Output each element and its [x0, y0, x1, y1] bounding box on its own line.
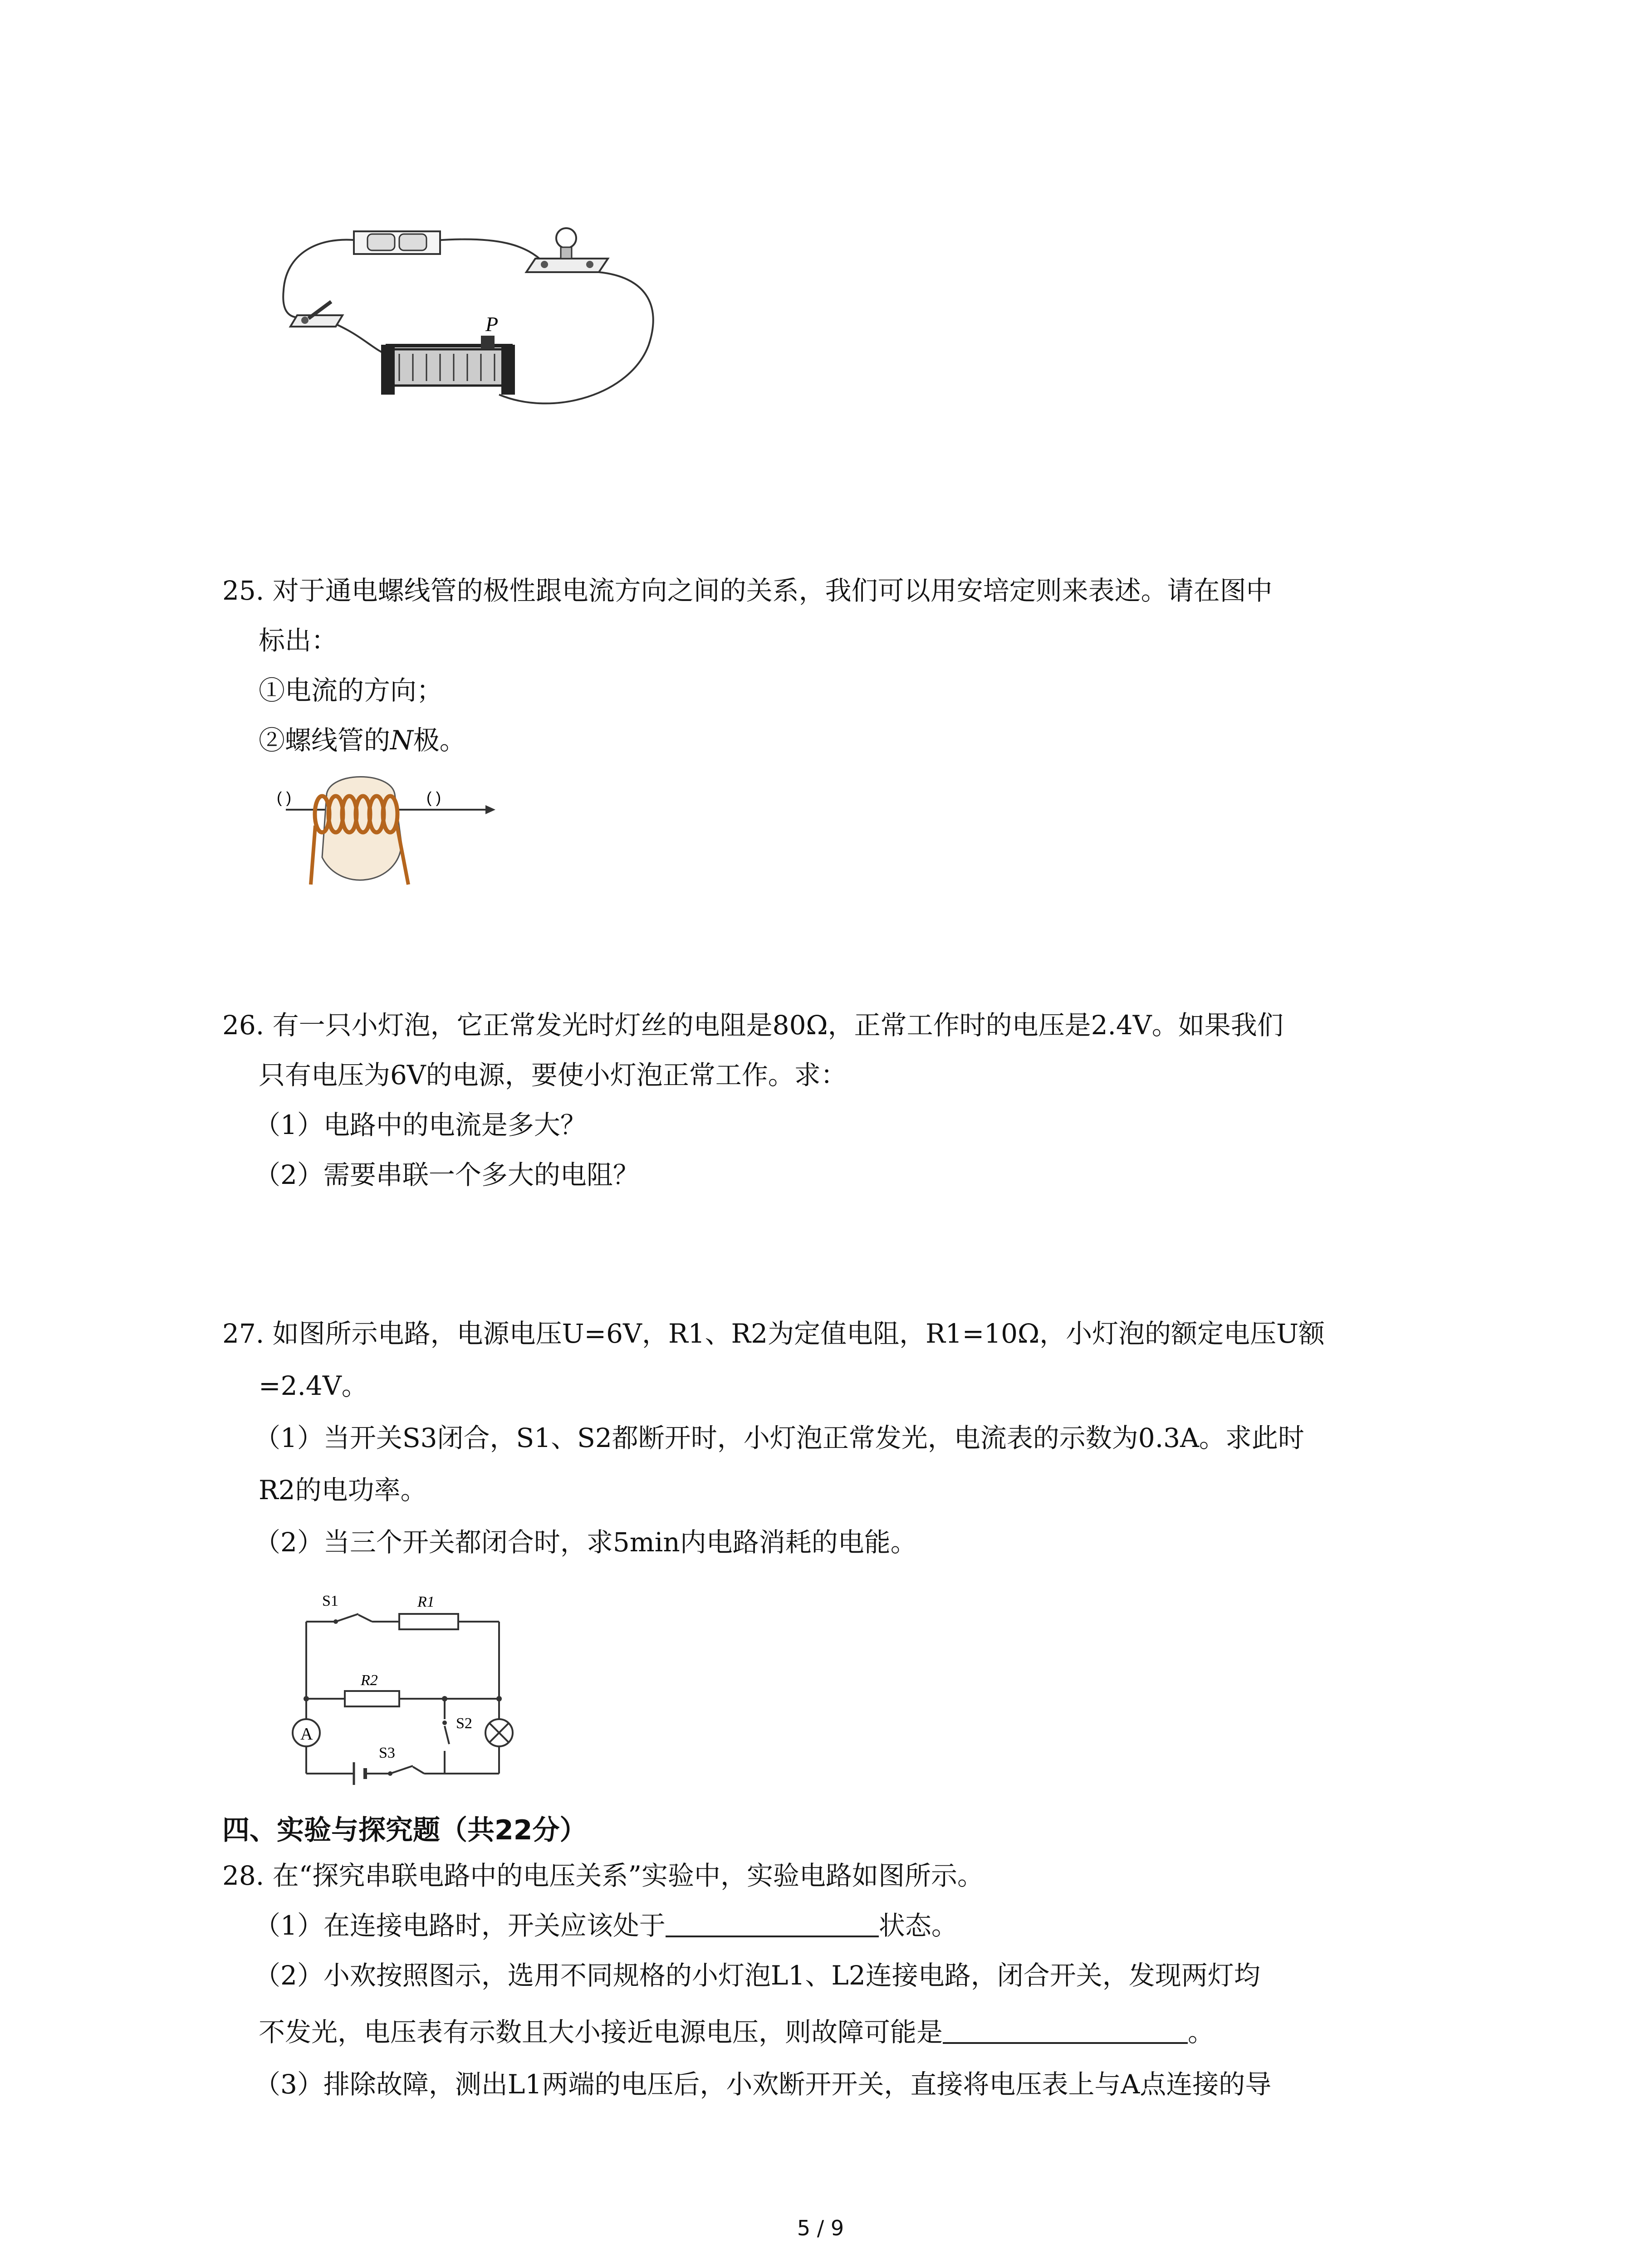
q27-sub2: （2）当三个开关都闭合时，求5min内电路消耗的电能。	[254, 1527, 917, 1558]
q26-sub1: （1）电路中的电流是多大？	[254, 1110, 587, 1140]
q26-sub2: （2）需要串联一个多大的电阻？	[254, 1159, 639, 1190]
battery-icon	[354, 231, 440, 254]
label-s3: S3	[379, 1745, 395, 1761]
q28-sub1: （1）在连接电路时，开关应该处于 状态。	[254, 1910, 958, 1941]
q27-line1: 27. 如图所示电路，电源电压U=6V，R1、R2为定值电阻，R1=10Ω，小灯泡的额定电压U额	[222, 1318, 1325, 1349]
q27-line2: =2.4V。	[259, 1370, 368, 1401]
q26-line2: 只有电压为6V的电源，要使小灯泡正常工作。求：	[259, 1060, 847, 1090]
page-number: 5 / 9	[797, 2216, 844, 2240]
lamp-icon	[526, 228, 608, 272]
q27-sub1b: R2的电功率。	[259, 1475, 427, 1505]
resistor-r2-icon	[345, 1691, 399, 1706]
q28-line1: 28. 在“探究串联电路中的电压关系”实验中，实验电路如图所示。	[222, 1860, 984, 1891]
label-r2: R2	[361, 1672, 378, 1689]
q26-line1: 26. 有一只小灯泡，它正常发光时灯丝的电阻是80Ω，正常工作时的电压是2.4V。如果我们	[222, 1010, 1283, 1041]
resistor-r1-icon	[399, 1614, 458, 1629]
q25-item2: ②螺线管的N极。	[259, 725, 466, 756]
answer-blank-1[interactable]	[666, 1910, 879, 1937]
ammeter-label: A	[300, 1725, 313, 1744]
bracket-right: ( )	[426, 789, 441, 807]
slider-label-p: P	[485, 313, 499, 336]
hand-icon	[322, 777, 402, 880]
label-s2: S2	[456, 1715, 472, 1732]
label-s1: S1	[322, 1593, 338, 1609]
answer-blank-2[interactable]	[943, 2017, 1188, 2044]
solenoid-hand-figure	[272, 767, 499, 912]
q28-sub2a: （2）小欢按照图示，选用不同规格的小灯泡L1、L2连接电路，闭合开关，发现两灯均	[254, 1960, 1260, 1991]
lamp-symbol-icon	[485, 1719, 513, 1746]
switch-icon	[290, 302, 343, 327]
bracket-left: ( )	[277, 789, 292, 807]
arrow-right-icon	[485, 805, 495, 814]
q28-sub2b: 不发光，电压表有示数且大小接近电源电压，则故障可能是 。	[259, 2017, 1215, 2048]
q27-sub1a: （1）当开关S3闭合，S1、S2都断开时，小灯泡正常发光，电流表的示数为0.3A。求此时	[254, 1422, 1304, 1453]
circuit-diagram-q27	[268, 1579, 540, 1792]
label-r1: R1	[417, 1593, 435, 1610]
section-heading: 四、实验与探究题（共22分）	[222, 1814, 587, 1846]
rheostat-icon	[381, 336, 515, 395]
q25-line2: 标出：	[259, 625, 338, 656]
circuit-figure-rheostat	[272, 200, 681, 454]
battery-symbol-icon	[354, 1762, 365, 1785]
q25-line1: 25. 对于通电螺线管的极性跟电流方向之间的关系，我们可以用安培定则来表述。请在图中	[222, 575, 1273, 606]
q28-sub3: （3）排除故障，测出L1两端的电压后，小欢断开开关，直接将电压表上与A点连接的导	[254, 2069, 1272, 2100]
q25-item1: ①电流的方向；	[259, 675, 443, 706]
